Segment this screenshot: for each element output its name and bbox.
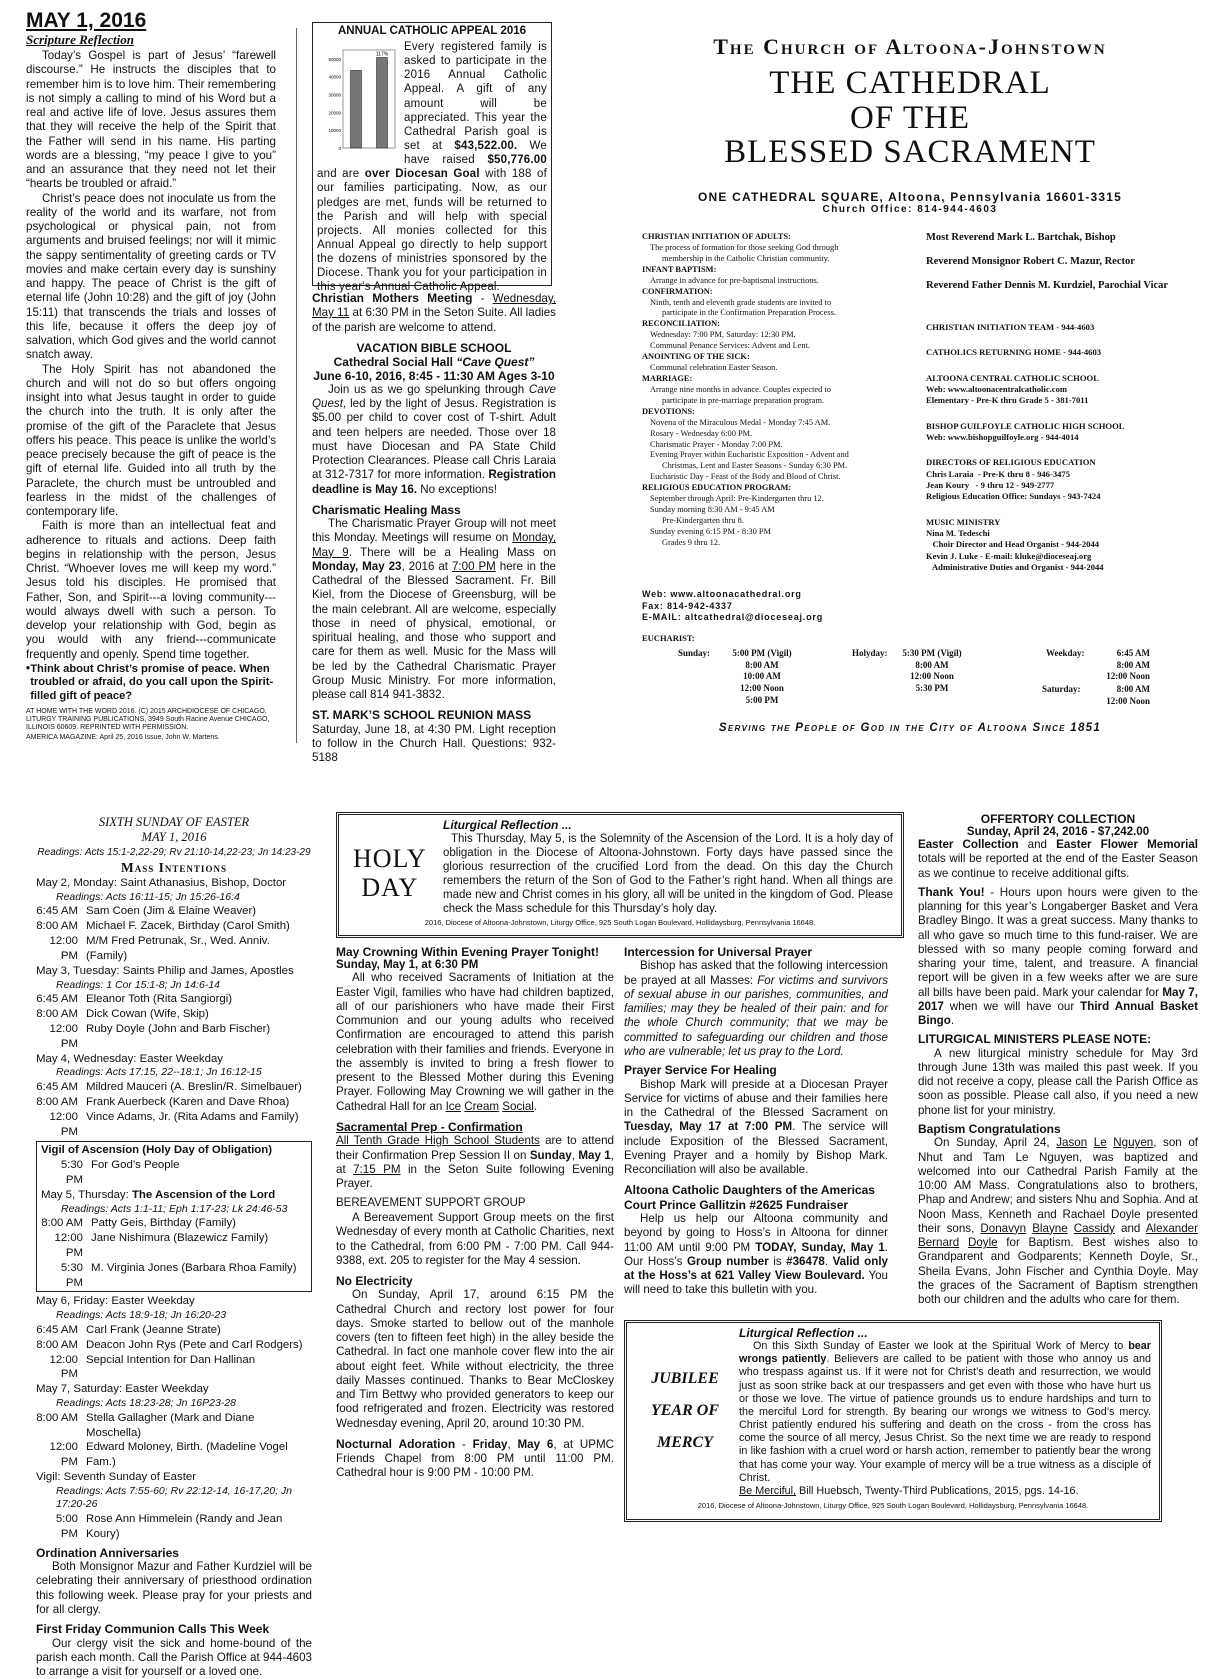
sacrament-detail: Grades 9 thru 12. bbox=[662, 537, 721, 547]
ordination-title: Ordination Anniversaries bbox=[36, 1545, 179, 1560]
bottom-middle-right bbox=[624, 945, 888, 1298]
holy-day-box bbox=[336, 812, 904, 938]
mass-time: 10:00 AM bbox=[743, 671, 781, 682]
intention-readings: Readings: Acts 7:55-60; Rv 22:12-14, 16-17,20; Jn 17:20-26 bbox=[56, 1484, 293, 1511]
church-office: Church Office: 814-944-4603 bbox=[822, 203, 998, 215]
directory-detail: Religious Education Office: Sundays - 943-7424 bbox=[926, 491, 1101, 502]
crowning-when: Sunday, May 1, at 6:30 PM bbox=[336, 959, 479, 972]
intention-name: Jane Nishimura (Blazewicz Family) bbox=[91, 1232, 269, 1245]
sacrament-detail: Arrange nine months in advance. Couples expected to bbox=[650, 384, 831, 394]
bereavement-text: A Bereavement Support Group meets on the first Wednesday of every month at Catholic Charities, next to the Cathedral, from 6:00 PM - 7:00 PM. Call 944-9388, ext. 205 to register for the May 4 session. bbox=[336, 1211, 614, 1267]
eucharist-label: EUCHARIST: bbox=[642, 633, 695, 643]
intention-name: M/M Fred Petrunak, Sr., Wed. Anniv. (Family) bbox=[86, 935, 270, 962]
sacrament-detail: Eucharistic Day - Feast of the Body and Blood of Christ. bbox=[650, 472, 841, 482]
intercession-title: Intercession for Universal Prayer bbox=[624, 945, 813, 959]
sacrament-heading: CHRISTIAN INITIATION OF ADULTS: bbox=[642, 232, 791, 241]
adoration-text: Nocturnal Adoration - Friday, May 6, at UPMC Friends Chapel from 8:00 PM until 11:00 PM. Cathedral hour is 9:00 PM - 10:00 PM. bbox=[336, 1436, 614, 1480]
directory-heading: ALTOONA CENTRAL CATHOLIC SCHOOL bbox=[926, 372, 1099, 383]
sacraments-list bbox=[642, 232, 912, 549]
directory-group bbox=[926, 421, 1211, 444]
intention-time: 8:00 AM bbox=[36, 920, 78, 933]
mass-time: 8:00 AM bbox=[1116, 684, 1150, 695]
appeal-text: Every registered family is asked to participate in the 2016 Annual Catholic Appeal. A gift of any amount will be appreciated. This year the Cathedral Parish goal is set at $43,522.00. We have raised $50,776.00 and are over Diocesan Goal with 188 of our families participating. Now, as our pledges are met, funds will be returned to the Parish and will help with special projects. All monies collected for this Annual Appeal go directly to help support the dozens of ministries sponsored by the Diocese. Thank you for your participation in this year's Annual Catholic Appeal. bbox=[317, 41, 547, 294]
sacrament-detail: Charismatic Prayer - Monday 7:00 PM. bbox=[650, 439, 783, 449]
sunday-date: MAY 1, 2016 bbox=[141, 830, 207, 844]
intention-name: Deacon John Rys (Pete and Carl Rodgers) bbox=[86, 1338, 303, 1351]
directory-heading: DIRECTORS OF RELIGIOUS EDUCATION bbox=[926, 457, 1096, 468]
staff-rector: Reverend Monsignor Robert C. Mazur, Rector bbox=[926, 255, 1135, 267]
vbs-title: VACATION BIBLE SCHOOL bbox=[356, 340, 512, 355]
bereavement-title: BEREAVEMENT SUPPORT GROUP bbox=[336, 1197, 526, 1210]
directory-detail: Web: www.altoonacentralcatholic.com bbox=[926, 384, 1068, 395]
reunion-title: ST. MARK’S SCHOOL REUNION MASS bbox=[312, 708, 532, 723]
appeal-box bbox=[312, 22, 552, 294]
intention-time: 5:30 PM bbox=[60, 1159, 83, 1186]
intention-name: Edward Moloney, Birth. (Madeline Vogel Fam.) bbox=[86, 1441, 288, 1469]
intention-time: 6:45 AM bbox=[36, 905, 78, 918]
sacrament-detail: The process of formation for those seeking God through bbox=[650, 242, 839, 252]
prayer-service-title: Prayer Service For Healing bbox=[624, 1063, 777, 1078]
directory-detail: Elementary - Pre-K thru Grade 5 - 381-7011 bbox=[926, 395, 1089, 406]
liturgical-text: This Thursday, May 5, is the Solemnity of the Ascension of the Lord. It is a holy day of obligation in the Diocese of Altoona-Johnstown. Forty days have passed since the glorious resurrection of the crucified Lord from the dead. On this day the Church remembers the return of the Son of God to the Father’s right hand. When all things are made new and Christ comes in his glory, all will be united in the kingdom of God. Please check the Mass schedule for this Thursday’s holy day. bbox=[443, 833, 893, 916]
intention-time: 12:00 PM bbox=[49, 1353, 78, 1381]
intention-readings: Readings: Acts 17:15, 22--18:1; Jn 16:12-15 bbox=[56, 1066, 262, 1079]
intention-readings: Readings: Acts 1:1-11; Eph 1:17-23; Lk 24:46-53 bbox=[61, 1202, 288, 1215]
intention-row bbox=[36, 904, 312, 919]
y-tick-label: 10000 bbox=[328, 128, 341, 134]
sacrament-detail: Novena of the Miraculous Medal - Monday 7:45 AM. bbox=[650, 417, 831, 427]
intention-row bbox=[36, 1095, 312, 1110]
directory-group bbox=[926, 457, 1211, 502]
intention-name: Michael F. Zacek, Birthday (Carol Smith) bbox=[86, 920, 290, 933]
cathedral-name: THE CATHEDRAL bbox=[769, 65, 1051, 101]
mass-time: 5:00 PM (Vigil) bbox=[732, 648, 792, 659]
intention-time: 8:00 AM bbox=[36, 1338, 78, 1351]
ministers-title: LITURGICAL MINISTERS PLEASE NOTE: bbox=[918, 1032, 1152, 1047]
directory-detail: Jean Koury - 9 thru 12 - 949-2777 bbox=[926, 480, 1055, 491]
middle-top-column bbox=[312, 291, 556, 766]
staff-list bbox=[926, 231, 1206, 293]
directory-heading: MUSIC MINISTRY bbox=[926, 516, 1001, 527]
sacrament-detail: Evening Prayer within Eucharistic Exposition - Advent and bbox=[650, 450, 849, 460]
sunday-times bbox=[722, 648, 802, 706]
vigil-box bbox=[36, 1141, 312, 1292]
vbs-dates: June 6-10, 2016, 8:45 - 11:30 AM Ages 3-10 bbox=[313, 368, 555, 383]
intention-readings: Readings: Acts 18:9-18; Jn 16:20-23 bbox=[56, 1309, 227, 1322]
sunday-readings: Readings: Acts 15:1-2,22-29; Rv 21:10-14,22-23; Jn 14:23-29 bbox=[37, 847, 311, 858]
directory-heading: BISHOP GUILFOYLE CATHOLIC HIGH SCHOOL bbox=[926, 420, 1125, 431]
directory-group bbox=[926, 373, 1211, 407]
intention-name: Dick Cowan (Wife, Skip) bbox=[86, 1008, 209, 1021]
first-friday-text: Our clergy visit the sick and home-bound of the parish each month. Call the Parish Office at 944-4603 to arrange a visit for yourself or a loved one. bbox=[36, 1636, 312, 1679]
electricity-title: No Electricity bbox=[336, 1274, 413, 1289]
staff-vicar: Reverend Father Dennis M. Kurdziel, Parochial Vicar bbox=[926, 279, 1169, 291]
liturgical-title: Liturgical Reflection ... bbox=[443, 818, 572, 832]
intention-time: 12:00 PM bbox=[49, 1022, 78, 1050]
mass-time: 5:30 PM bbox=[915, 683, 949, 694]
sacrament-detail: participate in pre-marriage preparation program. bbox=[662, 395, 825, 405]
offertory-sub: Sunday, April 24, 2016 - $7,242.00 bbox=[966, 826, 1150, 838]
directory-list bbox=[926, 322, 1211, 588]
intention-row bbox=[36, 1022, 312, 1052]
scripture-title: Scripture Reflection bbox=[26, 32, 134, 48]
fax-number: Fax: 814-942-4337 bbox=[642, 600, 733, 611]
directory-group bbox=[926, 322, 1211, 333]
weekday-times bbox=[1090, 648, 1150, 683]
healing-text: The Charismatic Prayer Group will not meet this Monday. Meetings will resume on Monday, May 9. There will be a Healing Mass on Monday, May 23, 2016 at 7:00 PM here in the Cathedral of the Blessed Sacrament. Fr. Bill Kiel, from the Diocese of Greensburg, will be the main celebrant. All are welcome, especially those in need of physical, emotional, or spiritual healing, and those who support and care for them as well. Music for the Mass will be led by the Cathedral Charismatic Prayer Group Music Ministry. For more information, please call 814 941-3832. bbox=[312, 517, 557, 702]
intention-name: Carl Frank (Jeanne Strate) bbox=[86, 1323, 221, 1336]
sunday-title: SIXTH SUNDAY OF EASTER bbox=[98, 815, 250, 829]
liturgical-text: On this Sixth Sunday of Easter we look at the Spiritual Work of Mercy to bear wrongs patiently. Believers are called to be patient with those who annoy us and who trespass against us. If it were not for Christ’s death and resurrection, we would just as soon strike back at our trespassers and get even with those who have hurt us or those we love. The virtue of patience grounds us to endure hardships and turn to the merciful Lord for strength. By bearing our wrongs we witness to God’s mercy. Christ patiently endured his suffering and death on the cross - from the cross has come the source of all mercy, Jesus Christ. So the next time we are ready to respond in like fashion with a cruel word or harsh action, remember to patiently bear the wrong that has come your way. Your example of mercy will be a true witness as a disciple of Christ. Be Merciful, Bill Huebsch, Twenty-Third Publications, 2015, pgs. 14-16. bbox=[739, 1340, 1151, 1497]
confirmation-title: Sacramental Prep - Confirmation bbox=[336, 1119, 523, 1134]
scripture-paragraph: The Holy Spirit has not abandoned the church and will not do so but offers ongoing insight into what Jesus taught in order to guide the church into the truth. It is only after the promise of the gift of the Paraclete that Jesus offers his peace. This peace is unlike the world’s peace precisely because the gift of peace is the gift of eternal life. Guided into all truth by the Paraclete, the church must be untroubled and fearless in the midst of the challenges of contemporary life. bbox=[26, 362, 276, 519]
intention-name: M. Virginia Jones (Barbara Rhoa Family) bbox=[91, 1261, 297, 1274]
website-link[interactable]: Web: www.altoonacathedral.org bbox=[642, 589, 802, 599]
sacrament-detail: Communal Penance Services: Advent and Lent. bbox=[650, 341, 811, 351]
intention-day: May 6, Friday: Easter Weekday bbox=[36, 1295, 195, 1308]
sacrament-heading: CONFIRMATION: bbox=[642, 286, 713, 296]
chart-bar bbox=[351, 70, 362, 148]
saturday-times bbox=[1090, 684, 1150, 707]
bullet-icon: • bbox=[26, 662, 31, 675]
jubilee-box bbox=[624, 1320, 1162, 1522]
crowning-title: May Crowning Within Evening Prayer Tonight! bbox=[336, 945, 600, 959]
intention-name: Sepcial Intention for Dan Hallinan bbox=[86, 1353, 256, 1366]
credit-line: AT HOME WITH THE WORD 2016. (C) 2015 ARCHDIOCESE OF CHICAGO, LITURGY TRAINING PUBLICATIONS, 3949 South Racine Avenue CHICAGO, ILLINOIS 60609. REPRINTED WITH PERMISSION. bbox=[26, 707, 270, 731]
date-header: MAY 1, 2016 bbox=[26, 9, 147, 32]
intention-name: For God’s People bbox=[91, 1159, 180, 1172]
sacrament-heading: DEVOTIONS: bbox=[642, 406, 695, 416]
intention-day: Vigil: Seventh Sunday of Easter bbox=[36, 1471, 196, 1483]
intention-name: Eleanor Toth (Rita Sangiorgi) bbox=[86, 993, 233, 1006]
directory-detail: Chris Laraia - Pre-K thru 8 - 946-3475 bbox=[926, 468, 1071, 479]
holy-day-word: HOLY bbox=[353, 844, 427, 873]
mass-time: 12:00 Noon bbox=[740, 683, 784, 694]
intention-day-label: May 5, Thursday: bbox=[41, 1188, 132, 1201]
prayer-service-text: Bishop Mark will preside at a Diocesan Prayer Service for victims of abuse and their families here in the Cathedral of the Blessed Sacrament on Tuesday, May 17 at 7:00 PM. The service will include Exposition of the Blessed Sacrament, Evening Prayer and a homily by Bishop Mark. Reconciliation will also be available. bbox=[624, 1077, 888, 1177]
intention-day bbox=[41, 1188, 307, 1203]
sacrament-detail: Arrange in advance for pre-baptismal instructions. bbox=[650, 275, 819, 285]
cathedral-name: BLESSED SACRAMENT bbox=[724, 134, 1096, 171]
directory-heading: CATHOLICS RETURNING HOME - 944-4603 bbox=[926, 347, 1102, 358]
intention-row bbox=[36, 992, 312, 1007]
directory-group bbox=[926, 517, 1211, 574]
intention-name: Rose Ann Himmelein (Randy and Jean Koury) bbox=[86, 1513, 283, 1540]
scripture-paragraph: Christ’s peace does not inoculate us from the reality of the world and its warfare, not from psychological or physical pain, not from arguments and bruised feelings; nor will it mimic the sappy sentimentality of greeting cards or TV movies and make certain every day is sunshiny and happy. The peace of Christ is the gift of eternal life (John 10:28) and the gift of joy (John 15:11) that transcends the trials and losses of this life, because it offers the deep joy of salvation, which God gives and the world cannot snatch away. bbox=[26, 191, 276, 362]
credit-line: 2016, Diocese of Altoona-Johnstown, Liturgy Office, 925 South Logan Boulevard, Hollidaysburg, Pennsylvania 16648. bbox=[697, 1501, 1089, 1511]
ministers-text: A new liturgical ministry schedule for May 3rd through June 13th was mailed this past week. If you did not receive a copy, please call the Parish Office as soon as possible. Please call also, if you need a new phone list for your ministry. bbox=[918, 1046, 1198, 1117]
y-tick-label: 20000 bbox=[328, 110, 341, 116]
intention-name: Vince Adams, Jr. (Rita Adams and Family) bbox=[86, 1110, 299, 1123]
daughters-text: Help us help our Altoona community and beyond by going to Hoss’s in Altoona for dinner 11:00 AM until 9:00 PM TODAY, Sunday, May 1. Our Hoss’s Group number is #36478. Valid only at the Hoss’s at 621 Valley View Boulevard. You will need to take this bulletin with you. bbox=[624, 1212, 889, 1297]
mass-time: 12:00 Noon bbox=[1106, 695, 1150, 706]
crowning-text: All who received Sacraments of Initiation at the Easter Vigil, families who have had children baptized, all of our parishioners who have made their First Communion and our young adults who received Confirmation are encouraged to attend this parish celebration with their families and friends. Everyone in the assembly is invited to bring a fresh flower to present to the Blessed Mother during this Evening Prayer. Following May Crowning we will gather in the Cathedral Hall for an Ice Cream Social. bbox=[336, 971, 614, 1113]
intention-row bbox=[36, 1512, 312, 1542]
reflection-question: • Think about Christ’s promise of peace. When troubled or afraid, do you call upon the Spirit-filled gift of peace? bbox=[26, 662, 274, 703]
intention-readings: Readings: Acts 16:11-15; Jn 15:26-16:4 bbox=[56, 890, 240, 903]
email-link[interactable]: E-MAIL: altcathedral@dioceseaj.org bbox=[642, 612, 824, 623]
appeal-title: ANNUAL CATHOLIC APPEAL 2016 bbox=[337, 25, 527, 37]
intention-time: 5:30 PM bbox=[60, 1261, 83, 1289]
motto: Serving the People of God in the City of Altoona Since 1851 bbox=[718, 722, 1102, 734]
sacrament-heading: INFANT BAPTISM: bbox=[642, 264, 717, 274]
vbs-text: Join us as we go spelunking through Cave Quest, led by the light of Jesus. Registration is $5.00 per child to cover cost of T-shirt. Adult and teen helpers are needed. Those over 18 must have Diocesan and PA State Child Protection Clearances. Please call Chris Laraia at 312-7317 for more information. Registration deadline is May 16. No exceptions! bbox=[312, 382, 556, 496]
contact-block bbox=[642, 589, 823, 624]
y-tick-label: 40000 bbox=[328, 74, 341, 80]
intention-readings: Readings: Acts 18:23-28; Jn 16P23-28 bbox=[56, 1397, 236, 1410]
directory-detail: Web: www.bishopguilfoyle.org - 944-4014 bbox=[926, 432, 1079, 443]
sacrament-detail: Sunday evening 6:15 PM - 8:30 PM bbox=[650, 526, 771, 536]
holyday-times bbox=[892, 648, 972, 695]
sacrament-detail: Communal celebration Easter Season. bbox=[650, 363, 778, 373]
intention-time: 8:00 AM bbox=[36, 1008, 78, 1021]
mass-time: 12:00 Noon bbox=[1106, 671, 1150, 682]
weekday-label: Weekday: bbox=[1046, 648, 1085, 659]
thank-you-text: Thank You! - Hours upon hours were given to the planning for this year’s Longaberger Basket and Vera Bradley Bingo. It was a great success. Many thanks to all who gave so much time to this fund-raiser. We are blessed with so many people coming forward and sharing your time, talent, and treasure. A financial report will be given in a few weeks after we are sure all bills have been paid. Mark your calendar for May 7, 2017 when we will have our Third Annual Basket Bingo. bbox=[918, 884, 1198, 1027]
directory-detail: Nina M. Tedeschi bbox=[926, 528, 990, 539]
intention-row bbox=[41, 1261, 307, 1291]
sacrament-heading: RECONCILIATION: bbox=[642, 319, 721, 329]
intention-name: Mildred Mauceri (A. Breslin/R. Simelbauer) bbox=[86, 1081, 302, 1094]
intercession-text: Bishop has asked that the following intercession be prayed at all Masses: For victims and survivors of sexual abuse in our parishes, communities, and families; may they be healed of their pain: and for the whole Church community; that we may be committed to safeguarding our children and those who are vulnerable; let us pray to the Lord. bbox=[624, 959, 888, 1058]
y-tick-label: 30000 bbox=[328, 92, 341, 98]
intention-row bbox=[36, 934, 312, 964]
intention-time: 6:45 AM bbox=[36, 1081, 78, 1094]
offertory-text: Easter Collection and Easter Flower Memorial totals will be reported at the end of the Easter Season as we continue to receive additional gifts. bbox=[918, 838, 1198, 880]
vbs-subtitle: Cathedral Social Hall “Cave Quest” bbox=[333, 354, 535, 369]
bottom-middle-left bbox=[336, 945, 614, 1481]
jubilee-word: YEAR OF bbox=[650, 1402, 719, 1419]
y-tick-label: 0 bbox=[338, 146, 341, 151]
eucharist-schedule bbox=[642, 633, 1212, 710]
intention-time: 8:00 AM bbox=[36, 1095, 78, 1108]
sacrament-detail: September through April: Pre-Kindergarten thru 12. bbox=[650, 494, 824, 504]
cathedral-name: OF THE bbox=[850, 99, 970, 136]
credit-line: 2016, Diocese of Altoona-Johnstown, Liturgy Office, 925 South Logan Boulevard, Hollidaysburg, Pennsylvania 16648. bbox=[424, 918, 816, 928]
intention-row bbox=[36, 1323, 312, 1338]
intention-time: 12:00 PM bbox=[49, 935, 78, 962]
bottom-right-column bbox=[918, 812, 1198, 1307]
intention-time: 6:45 AM bbox=[36, 993, 78, 1006]
intention-row bbox=[36, 1338, 312, 1353]
sacrament-detail: Ninth, tenth and eleventh grade students are invited to bbox=[650, 297, 832, 307]
intention-day: May 7, Saturday: Easter Weekday bbox=[36, 1383, 209, 1396]
holy-day-word: DAY bbox=[361, 872, 419, 902]
holyday-label: Holyday: bbox=[852, 648, 888, 659]
mass-time: 8:00 AM bbox=[745, 659, 779, 670]
intention-time: 12:00 PM bbox=[49, 1110, 78, 1138]
ordination-text: Both Monsignor Mazur and Father Kurdziel will be celebrating their anniversary of priesthood ordination this following week. Please pray for your priests and for all clergy. bbox=[36, 1560, 312, 1616]
intention-readings: Readings: 1 Cor 15:1-8; Jn 14:6-14 bbox=[56, 978, 221, 991]
intention-row bbox=[41, 1216, 307, 1231]
mass-intentions-title: Mass Intentions bbox=[121, 860, 227, 875]
baptism-title: Baptism Congratulations bbox=[918, 1121, 1061, 1136]
sacrament-detail: Wednesday: 7:00 PM, Saturday: 12:30 PM. bbox=[650, 330, 796, 340]
sacrament-detail: Christmas, Lent and Easter Seasons - Sunday 6:30 PM. bbox=[662, 461, 848, 471]
mass-time: 5:00 PM bbox=[745, 694, 779, 705]
electricity-text: On Sunday, April 17, around 6:15 PM the Cathedral Church and rectory lost power for four days. Smoke started to bellow out of the manhole covers (ten to fifteen feet high) in the alley beside the Cathedral. In fact one manhole cover flew into the air about eight feet. While without electricity, the three daily Masses continued. Thanks to Bear McCloskey and Tim Bettwy who provided generators to keep our food refrigerated and frozen. Electricity was restored Wednesday evening, April 20, around 10:30 PM. bbox=[336, 1288, 614, 1430]
directory-detail: Kevin J. Luke - E-mail: kluke@dioceseaj.org bbox=[926, 550, 1092, 561]
first-friday-title: First Friday Communion Calls This Week bbox=[36, 1622, 270, 1637]
confirmation-text: All Tenth Grade High School Students are to attend their Confirmation Prep Session II on Sunday, May 1, at 7:15 PM in the Seton Suite following Evening Prayer. bbox=[336, 1134, 615, 1191]
intention-time: 6:45 AM bbox=[36, 1323, 78, 1336]
appeal-bar-chart bbox=[317, 44, 399, 156]
intention-time: 8:00 AM bbox=[41, 1217, 83, 1230]
intention-time: 5:00 PM bbox=[55, 1513, 78, 1540]
directory-group bbox=[926, 347, 1211, 358]
jubilee-word: JUBILEE bbox=[651, 1370, 719, 1387]
sacrament-detail: Sunday morning 8:30 AM - 9:45 AM bbox=[650, 505, 775, 515]
liturgical-title: Liturgical Reflection ... bbox=[739, 1326, 868, 1340]
intention-row bbox=[36, 1110, 312, 1140]
scripture-paragraph: Today’s Gospel is part of Jesus’ “farewell discourse.” He instructs the disciples that to remember him is to love him. Their remembering is not simply a calling to mind of his Word but a real and active life of love. Jesus assures them that they will receive the help of the Spirit that the Father will send in his name. His parting words are a blessing, “my peace I give to you” and an assurance that they need not let their “hearts be troubled or afraid.” bbox=[26, 49, 276, 191]
intention-time: 12:00 PM bbox=[49, 1441, 78, 1469]
staff-bishop: Most Reverend Mark L. Bartchak, Bishop bbox=[926, 232, 1116, 243]
directory-heading: CHRISTIAN INITIATION TEAM - 944-4603 bbox=[926, 322, 1095, 332]
intention-name: Stella Gallagher (Mark and Diane Moschella) bbox=[86, 1411, 255, 1439]
intention-row bbox=[36, 1411, 312, 1441]
church-name: The Church of Altoona-Johnstown bbox=[713, 34, 1107, 59]
mothers-meeting: Christian Mothers Meeting - Wednesday, May 11 at 6:30 PM in the Seton Suite. All ladies of the parish are welcome to attend. bbox=[312, 291, 556, 334]
mass-time: 5:30 PM (Vigil) bbox=[902, 648, 962, 659]
chart-annotation: 117% bbox=[375, 51, 389, 58]
sacrament-detail: participate in the Confirmation Preparation Process. bbox=[662, 308, 836, 318]
sunday-label: Sunday: bbox=[678, 648, 711, 659]
healing-title: Charismatic Healing Mass bbox=[312, 502, 461, 517]
intention-row bbox=[36, 919, 312, 934]
mass-time: 8:00 AM bbox=[915, 659, 949, 670]
daughters-title: Altoona Catholic Daughters of the Americas Court Prince Gallitzin #2625 Fundraiser bbox=[624, 1183, 875, 1212]
sacrament-heading: ANOINTING OF THE SICK: bbox=[642, 352, 750, 362]
intention-name: Ruby Doyle (John and Barb Fischer) bbox=[86, 1022, 271, 1035]
mass-time: 8:00 AM bbox=[1116, 659, 1150, 670]
intention-time: 8:00 AM bbox=[36, 1411, 78, 1424]
credit-line: AMERICA MAGAZINE: April 25, 2016 Issue, John W. Martens. bbox=[26, 733, 220, 741]
scripture-paragraph: Faith is more than an intellectual feat and adherence to rituals and actions. Deep faith begins in relationship with the person, Jesus Christ. “Whoever loves me will keep my word.” Jesus told his disciples. He promised that Father, Son, and Spirit---a loving community---would always dwell with such a person. To develop your relationship with God, begin as you would with any friend---communicate frequently and openly. Spend time together. bbox=[26, 519, 276, 661]
intention-day: May 4, Wednesday: Easter Weekday bbox=[36, 1052, 223, 1065]
intention-name: Frank Auerbeck (Karen and Dave Rhoa) bbox=[86, 1095, 290, 1108]
intention-row bbox=[41, 1231, 307, 1261]
saturday-label: Saturday: bbox=[1042, 684, 1081, 695]
intention-row bbox=[36, 1353, 312, 1383]
intention-day: May 3, Tuesday: Saints Philip and James, Apostles bbox=[36, 964, 294, 977]
masthead bbox=[620, 34, 1200, 215]
intention-row bbox=[36, 1080, 312, 1095]
intentions-list bbox=[36, 876, 312, 1139]
scripture-column bbox=[26, 10, 276, 742]
intention-day: Vigil of Ascension (Holy Day of Obligation) bbox=[41, 1144, 272, 1157]
offertory-title: OFFERTORY COLLECTION bbox=[980, 812, 1136, 826]
intention-day-feast: The Ascension of the Lord bbox=[131, 1188, 276, 1201]
sacrament-heading: MARRIAGE: bbox=[642, 373, 693, 383]
sacrament-detail: Rosary - Wednesday 6:00 PM. bbox=[650, 428, 753, 438]
baptism-text: On Sunday, April 24, Jason Le Nguyen, son of Nhut and Tam Le Nguyen, was baptized and welcomed into our Cathedral Parish Family at the 10:00 AM Mass. Congratulations also to brothers, Phap and Andrew; and sisters Nhu and Sophia. And at Noon Mass, Kenneth and Rachael Doyle presented their sons, Donavyn Blayne Cassidy and Alexander Bernard Doyle for Baptism. Best wishes also to Grandparent and Godparents; Kenneth Doyle, Sr., Sheila Evans, John Fischer and Cynthia Doyle. May the graces of the Sacrament of Baptism strengthen both our children and the adults who care for them. bbox=[918, 1136, 1199, 1307]
mass-time: 6:45 AM bbox=[1116, 648, 1150, 659]
intention-name: Sam Coen (Jim & Elaine Weaver) bbox=[86, 905, 257, 918]
intention-row bbox=[41, 1158, 307, 1188]
column-divider bbox=[296, 28, 297, 743]
directory-detail: Choir Director and Head Organist - 944-2044 bbox=[926, 539, 1100, 550]
sacrament-detail: membership in the Catholic Christian community. bbox=[662, 253, 830, 263]
intention-row bbox=[36, 1440, 312, 1470]
intentions-list bbox=[36, 1294, 312, 1541]
intention-row bbox=[36, 1007, 312, 1022]
directory-detail: Administrative Duties and Organist - 944-2044 bbox=[926, 562, 1104, 573]
intention-time: 12:00 PM bbox=[54, 1232, 83, 1259]
intention-day: May 2, Monday: Saint Athanasius, Bishop, Doctor bbox=[36, 877, 287, 889]
jubilee-word: MERCY bbox=[656, 1434, 713, 1451]
chart-bar bbox=[377, 58, 388, 148]
mass-intentions-column bbox=[36, 815, 312, 1679]
sacrament-heading: RELIGIOUS EDUCATION PROGRAM: bbox=[642, 483, 792, 493]
sacrament-detail: Pre-Kindergarten thru 8. bbox=[662, 515, 744, 525]
intention-name: Patty Geis, Birthday (Family) bbox=[91, 1217, 236, 1230]
mass-time: 12:00 Noon bbox=[910, 671, 954, 682]
reunion-text: Saturday, June 18, at 4:30 PM. Light reception to follow in the Church Hall. Questions: 932-5188 bbox=[312, 722, 556, 765]
y-tick-label: 50000 bbox=[328, 56, 341, 62]
address: ONE CATHEDRAL SQUARE, Altoona, Pennsylvania 16601-3315 bbox=[697, 189, 1122, 204]
